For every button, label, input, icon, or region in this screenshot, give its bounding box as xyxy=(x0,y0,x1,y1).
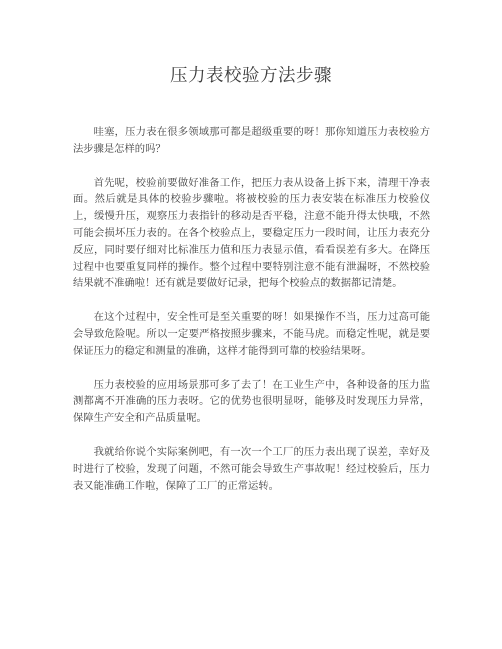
document-body xyxy=(73,124,430,511)
paragraph-applications: 压力表校验的应用场景那可多了去了！在工业生产中，各种设备的压力监测都离不开准确的压力表呀。它的优势也很明显呀，能够及时发现压力异常，保障生产安全和产品质量呢。 xyxy=(73,378,430,425)
page-title: 压力表校验方法步骤 xyxy=(170,66,332,86)
paragraph-steps: 首先呢，校验前要做好准备工作，把压力表从设备上拆下来，清理干净表面。然后就是具体的校验步骤啦。将被校验的压力表安装在标准压力校验仪上，缓慢升压，观察压力表指针的移动是否平稳，注意不能升得太快哦，不然可能会损坏压力表的。在各个校验点上，要稳定压力一段时间，让压力表充分反应，同时要仔细对比标准压力值和压力表显示值，看看误差有多大。在降压过程中也要重复同样的操作。整个过程中要特别注意不能有泄漏呀，不然校验结果就不准确啦！还有就是要做好记录，把每个校验点的数据都记清楚。 xyxy=(73,176,430,290)
paragraph-safety: 在这个过程中，安全性可是至关重要的呀！如果操作不当，压力过高可能会导致危险呢。所以一定要严格按照步骤来，不能马虎。而稳定性呢，就是要保证压力的稳定和测量的准确，这样才能得到可靠的校验结果呀。 xyxy=(73,311,430,357)
paragraph-case-study: 我就给你说个实际案例吧，有一次一个工厂的压力表出现了误差，幸好及时进行了校验，发现了问题，不然可能会导致生产事故呢！经过校验后，压力表又能准确工作啦，保障了工厂的正常运转。 xyxy=(73,445,430,492)
paragraph-intro: 哇塞，压力表在很多领域那可都是超级重要的呀！那你知道压力表校验方法步骤是怎样的吗？ xyxy=(73,126,430,155)
